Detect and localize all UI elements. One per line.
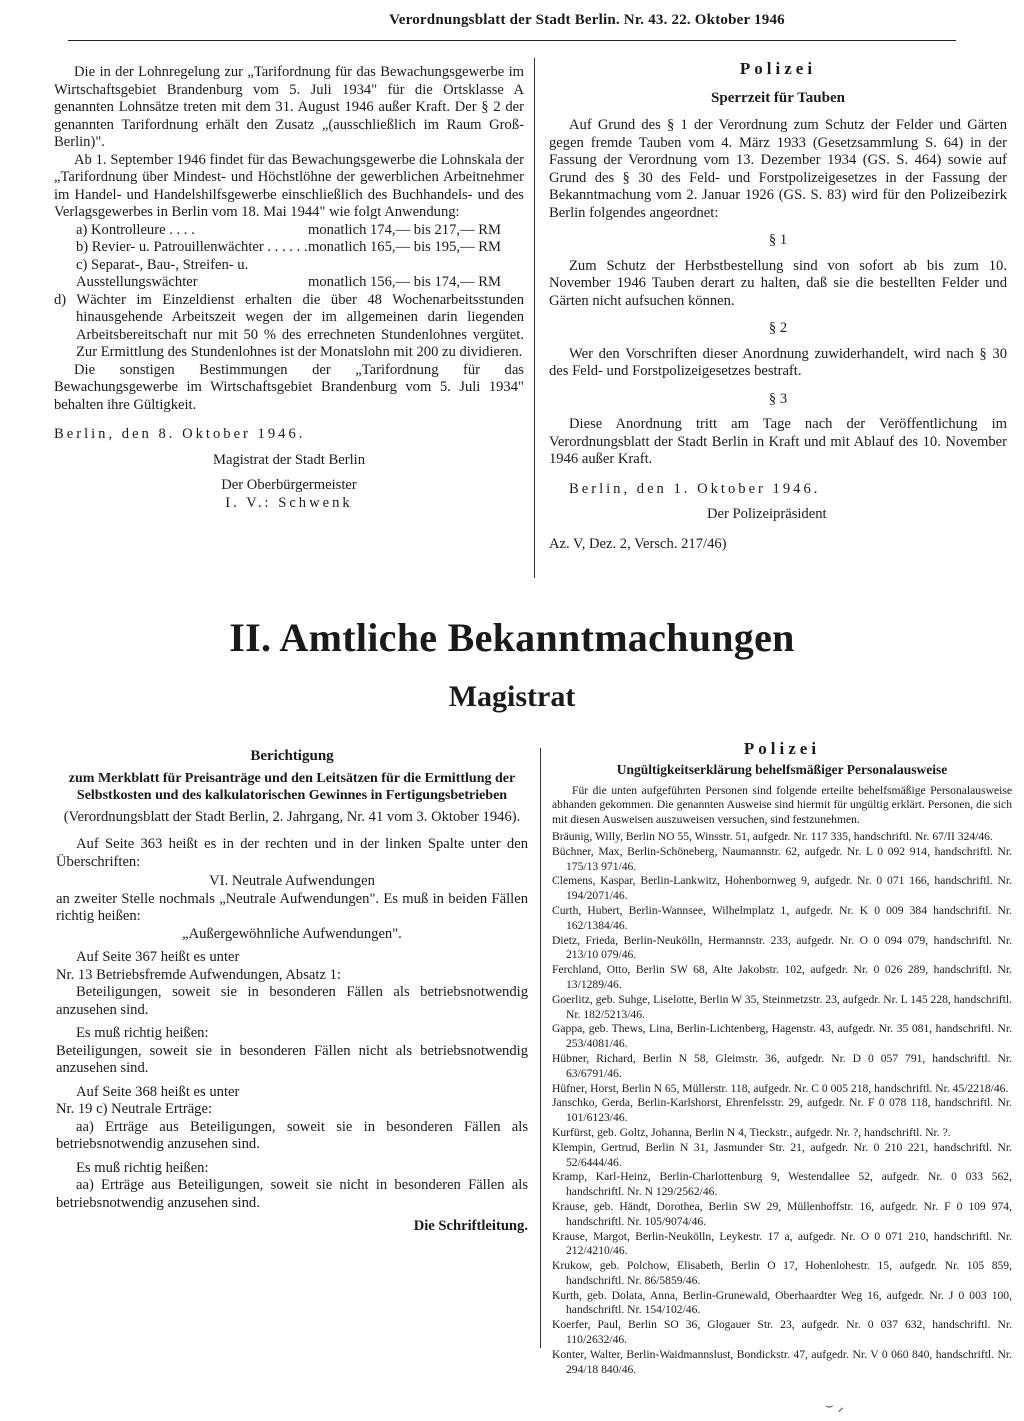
ausweis-entry: Krukow, geb. Polchow, Elisabeth, Berlin O 17, Hohenlohestr. 15, aufgedr. Nr. 105 859, handschriftl. Nr. 86/5859/46. xyxy=(552,1259,1012,1287)
signature-role: Der Oberbürgermeister xyxy=(221,477,357,493)
polizei-heading: Polizei xyxy=(739,59,817,78)
berichtigung-subheading: zum Merkblatt für Preisanträge und den Leitsätzen für die Ermittlung der Selbstkosten und des kalkulatorischen Gewinnes in Fertigungsbetrieben xyxy=(68,770,516,803)
date-line: Berlin, den 1. Oktober 1946. xyxy=(569,480,821,497)
berichtigung-paragraph: Nr. 19 c) Neutrale Erträge: xyxy=(56,1101,212,1117)
ausweis-entry: Konter, Walter, Berlin-Waidmannslust, Bondickstr. 47, aufgedr. Nr. V 0 060 840, handschriftl. Nr. 294/18 840/46. xyxy=(552,1347,1012,1376)
berichtigung-paragraph: Es muß richtig heißen: xyxy=(76,1159,209,1176)
berichtigung-paragraph: an zweiter Stelle nochmals „Neutrale Aufwendungen". Es muß in beiden Fällen richtig heißen: xyxy=(56,890,528,924)
sperrzeit-intro: Auf Grund des § 1 der Verordnung zum Schutz der Felder und Gärten gegen fremde Tauben vom 4. März 1933 (Gesetzsammlung S. 64) in der Fassung der Verordnung vom 13. Dezember 1934 (GS. S. 464) sowie auf Grund des § 30 des Feld- und Forstpolizeigesetzes in der Fassung der Bekanntmachung vom 2. Januar 1926 (GS. S. 83) wird für den Polizeibezirk Berlin folgendes angeordnet: xyxy=(549,117,1007,221)
berichtigung-paragraph: Auf Seite 363 heißt es in der rechten und in der linken Spalte unter den Überschriften: xyxy=(56,836,528,870)
paragraph-3-head: § 3 xyxy=(768,390,788,407)
running-head: Verordnungsblatt der Stadt Berlin. Nr. 43. 22. Oktober 1946 xyxy=(389,12,785,28)
tarif-paragraph-3: Die sonstigen Bestimmungen der „Tarifordnung für das Bewachungsgewerbe im Wirtschaftsgebiet Brandenburg vom 5. Juli 1934" behalten ihre Gültigkeit. xyxy=(54,361,524,413)
berichtigung-paragraph: Auf Seite 368 heißt es unter xyxy=(76,1083,240,1100)
date-line: Berlin, den 8. Oktober 1946. xyxy=(54,426,306,442)
berichtigung-quote: aa) Erträge aus Beteiligungen, soweit sie in besonderen Fällen als betriebsnotwendig anzusehen sind. xyxy=(56,1118,528,1152)
ausweis-entry: Goerlitz, geb. Suhge, Liselotte, Berlin W 35, Steinmetzstr. 23, aufgedr. Nr. L 145 228, handschriftl. Nr. 182/5213/46. xyxy=(552,992,1012,1021)
berichtigung-heading: Berichtigung xyxy=(250,748,334,764)
reference-number: Az. V, Dez. 2, Versch. 217/46) xyxy=(549,535,727,552)
column-divider-bottom xyxy=(540,748,541,1348)
header-rule xyxy=(68,40,956,41)
ausweis-entry: Clemens, Kaspar, Berlin-Lankwitz, Hohenbornweg 9, aufgedr. Nr. 0 071 166, handschriftl. Nr. 194/2071/46. xyxy=(552,874,1012,903)
right-column-top xyxy=(549,60,1007,553)
ausweis-entry: Dietz, Frieda, Berlin-Neukölln, Hermannstr. 233, aufgedr. Nr. O 0 094 079, handschriftl. Nr. 213/10 079/46. xyxy=(552,933,1012,962)
ausweis-entry: Curth, Hubert, Berlin-Wannsee, Wilhelmplatz 1, aufgedr. Nr. K 0 009 384 handschriftl. Nr. 162/1384/46. xyxy=(552,903,1012,932)
ausweis-entry: Büchner, Max, Berlin-Schöneberg, Naumannstr. 62, aufgedr. Nr. L 0 092 914, handschriftl. Nr. 175/13 971/46. xyxy=(552,844,1012,873)
ausweis-entry: Hüfner, Horst, Berlin N 65, Müllerstr. 118, aufgedr. Nr. C 0 005 218, handschriftl. Nr. 45/2218/46. xyxy=(552,1081,1009,1095)
sperrzeit-heading: Sperrzeit für Tauben xyxy=(711,89,845,106)
margin-mark: ⌣ ⸝ xyxy=(825,1398,845,1413)
ungueltig-intro: Für die unten aufgeführten Personen sind folgende erteilte behelfsmäßige Personalausweise abhanden gekommen. Die genannten Ausweise sind hiermit für ungültig erklärt. Personen, die sich mit diesen Ausweisen auszuweisen versuchen, sind festzunehmen. xyxy=(552,783,1012,827)
signature-org: Magistrat der Stadt Berlin xyxy=(213,451,365,468)
signature-name: I. V.: Schwenk xyxy=(225,494,353,511)
magistrat-heading: Magistrat xyxy=(448,680,576,713)
column-divider-top xyxy=(534,58,535,578)
wage-row-a xyxy=(54,222,524,240)
ausweis-entry: Gappa, geb. Thews, Lina, Berlin-Lichtenberg, Hagenstr. 43, aufgedr. Nr. 35 081, handschriftl. Nr. 253/4081/46. xyxy=(552,1022,1012,1051)
left-column-bottom xyxy=(56,748,528,1236)
berichtigung-paragraph: Nr. 13 Betriebsfremde Aufwendungen, Absatz 1: xyxy=(56,966,341,983)
right-column-bottom xyxy=(552,739,1012,1377)
ausweis-entry: Kurfürst, geb. Goltz, Johanna, Berlin N 4, Tieckstr., aufgedr. Nr. ?, handschriftl. Nr. ?. xyxy=(552,1125,951,1139)
ausweis-entry: Janschko, Gerda, Berlin-Karlshorst, Ehrenfelsstr. 29, aufgedr. Nr. F 0 078 118, handschriftl. Nr. 101/6123/46. xyxy=(552,1096,1012,1125)
wage-row-b xyxy=(54,239,524,257)
wage-value: monatlich 165,— bis 195,— RM xyxy=(308,239,501,255)
berichtigung-heading-quote: VI. Neutrale Aufwendungen xyxy=(209,873,375,889)
berichtigung-correction: Beteiligungen, soweit sie in besonderen Fällen nicht als betriebsnotwendig anzusehen sind. xyxy=(56,1042,528,1076)
ausweis-entry: Hübner, Richard, Berlin N 58, Gleimstr. 36, aufgedr. Nr. D 0 057 791, handschriftl. Nr. 63/6791/46. xyxy=(552,1051,1012,1080)
berichtigung-quote: Beteiligungen, soweit sie in besonderen Fällen als betriebsnotwendig anzusehen sind. xyxy=(56,984,528,1018)
ausweis-entry: Koerfer, Paul, Berlin SO 36, Glogauer Str. 23, aufgedr. Nr. 0 037 632, handschriftl. Nr. 110/2632/46. xyxy=(552,1318,1012,1347)
left-column-top xyxy=(54,64,524,512)
paragraph-1-head: § 1 xyxy=(768,232,788,248)
berichtigung-correction: aa) Erträge aus Beteiligungen, soweit sie nicht in besonderen Fällen als betriebsnotwendig anzusehen sind. xyxy=(56,1177,528,1211)
berichtigung-correction: „Außergewöhnliche Aufwendungen". xyxy=(182,925,402,942)
paragraph-2-text: Wer den Vorschriften dieser Anordnung zuwiderhandelt, wird nach § 30 des Feld- und Forstpolizeigesetzes bestraft. xyxy=(549,345,1007,379)
tarif-paragraph-1: Die in der Lohnregelung zur „Tarifordnung für das Bewachungsgewerbe im Wirtschaftsgebiet Brandenburg vom 5. Juli 1934" für die Ortsklasse A genannten Lohnsätze treten mit dem 31. August 1946 außer Kraft. Der § 2 der genannten Tarifordnung erhält den Zusatz „(ausschließlich im Raum Groß-Berlin)". xyxy=(54,64,524,150)
ungueltig-heading: Ungültigkeitserklärung behelfsmäßiger Personalausweise xyxy=(616,761,948,777)
wage-row-c xyxy=(54,257,524,292)
ausweis-entry: Kramp, Karl-Heinz, Berlin-Charlottenburg 9, Westendallee 52, aufgedr. Nr. 0 033 562, handschriftl. Nr. N 129/2562/46. xyxy=(552,1170,1012,1199)
ausweis-list xyxy=(552,830,1012,1377)
polizei-heading: Polizei xyxy=(743,739,821,758)
berichtigung-paragraph: Es muß richtig heißen: xyxy=(76,1025,209,1041)
tarif-paragraph-2: Ab 1. September 1946 findet für das Bewachungsgewerbe die Lohnskala der „Tarifordnung über Mindest- und Höchstlöhne der gewerblichen Arbeitnehmer im Handel- und Handelshilfsgewerbe einschließlich des Buchhandels- und des Verlagsgewerbes in Berlin vom 18. Mai 1944" wie folgt Anwendung: xyxy=(54,151,524,220)
ausweis-entry: Bräunig, Willy, Berlin NO 55, Winsstr. 51, aufgedr. Nr. 117 335, handschriftl. Nr. 67/II 324/46. xyxy=(552,829,993,843)
wage-item-d: d) Wächter im Einzeldienst erhalten die über 48 Wochenarbeitsstunden hinausgehende Arbeitszeit wegen der im allgemeinen darin liegenden Arbeitsbereitschaft nur mit 50 % des errechneten Stundenlohnes vergütet. Zur Ermittlung des Stundenlohnes ist der Monatslohn mit 200 zu dividieren. xyxy=(54,291,524,360)
signature-role: Der Polizeipräsident xyxy=(707,506,827,522)
wage-label: c) Separat-, Bau-, Streifen- u. Ausstellungswächter xyxy=(76,256,249,290)
wage-value: monatlich 156,— bis 174,— RM xyxy=(308,274,501,290)
ausweis-entry: Krause, Margot, Berlin-Neukölln, Leykestr. 17 a, aufgedr. Nr. O 0 071 210, handschriftl. Nr. 212/4210/46. xyxy=(552,1229,1012,1258)
paragraph-2-head: § 2 xyxy=(768,320,788,336)
signature-schriftleitung: Die Schriftleitung. xyxy=(413,1218,528,1234)
section-title: II. Amtliche Bekanntmachungen xyxy=(229,615,795,660)
ausweis-entry: Klempin, Gertrud, Berlin N 31, Jasmunder Str. 21, aufgedr. Nr. 0 210 221, handschriftl. Nr. 52/6444/46. xyxy=(552,1140,1012,1169)
paragraph-1-text: Zum Schutz der Herbstbestellung sind von sofort ab bis zum 10. November 1946 Tauben derart zu halten, daß sie die bestellten Felder und Gärten nicht aufsuchen können. xyxy=(549,257,1007,309)
wage-label: a) Kontrolleure . . . . xyxy=(76,221,195,238)
paragraph-3-text: Diese Anordnung tritt am Tage nach der Veröffentlichung im Verordnungsblatt der Stadt Berlin in Kraft und mit Ablauf des 10. November 1946 außer Kraft. xyxy=(549,416,1007,467)
berichtigung-paragraph: Auf Seite 367 heißt es unter xyxy=(76,949,240,965)
wage-label: b) Revier- u. Patrouillenwächter . . . . . . xyxy=(76,239,308,255)
ausweis-entry: Krause, geb. Händt, Dorothea, Berlin SW 29, Müllenhoffstr. 16, aufgedr. Nr. F 0 109 974, handschriftl. Nr. 105/9074/46. xyxy=(552,1199,1012,1228)
ausweis-entry: Kurth, geb. Dolata, Anna, Berlin-Grunewald, Oberhaardter Weg 16, aufgedr. Nr. J 0 003 100, handschriftl. Nr. 154/102/46. xyxy=(552,1288,1012,1317)
wage-value: monatlich 174,— bis 217,— RM xyxy=(308,221,501,238)
ausweis-entry: Ferchland, Otto, Berlin SW 68, Alte Jakobstr. 102, aufgedr. Nr. 0 026 289, handschriftl. Nr. 13/1289/46. xyxy=(552,963,1012,991)
source-reference: (Verordnungsblatt der Stadt Berlin, 2. Jahrgang, Nr. 41 vom 3. Oktober 1946). xyxy=(63,808,521,825)
